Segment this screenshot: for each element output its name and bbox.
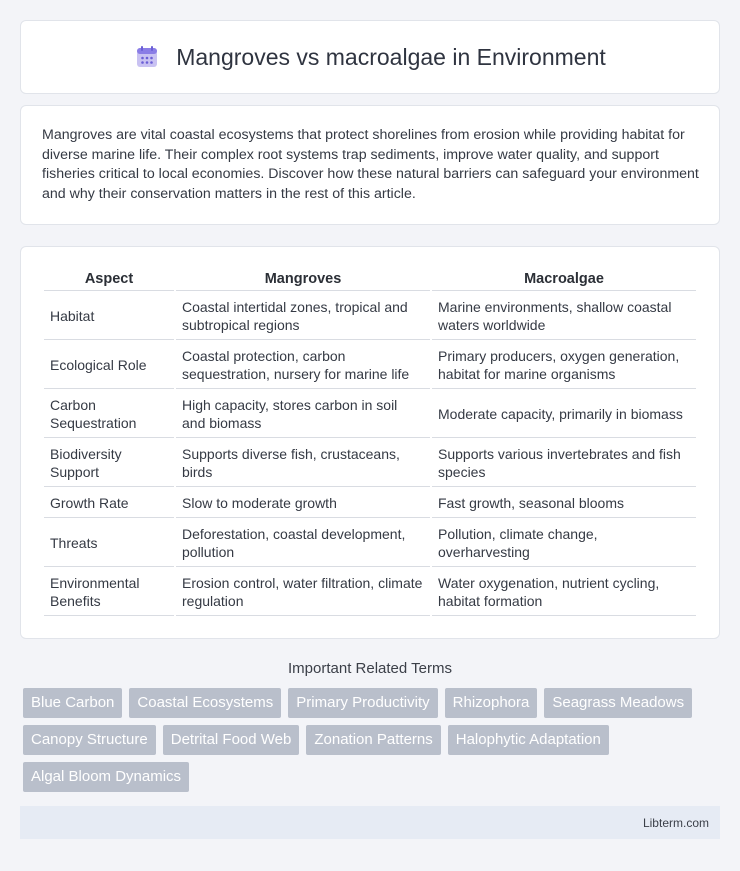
- cell-aspect: Threats: [44, 518, 174, 567]
- cell-macroalgae: Pollution, climate change, overharvesting: [432, 518, 696, 567]
- calendar-icon: [134, 44, 160, 70]
- cell-aspect: Biodiversity Support: [44, 438, 174, 487]
- page-footer: [20, 806, 720, 839]
- cell-mangroves: Erosion control, water filtration, climate regulation: [176, 567, 430, 616]
- tag-seagrass-meadows[interactable]: Seagrass Meadows: [544, 688, 692, 718]
- cell-macroalgae: Water oxygenation, nutrient cycling, habitat formation: [432, 567, 696, 616]
- page-title: Mangroves vs macroalgae in Environment: [176, 43, 606, 70]
- tag-zonation-patterns[interactable]: Zonation Patterns: [306, 725, 440, 755]
- tag-blue-carbon[interactable]: Blue Carbon: [23, 688, 122, 718]
- cell-aspect: Environmental Benefits: [44, 567, 174, 616]
- cell-aspect: Habitat: [44, 291, 174, 340]
- cell-aspect: Ecological Role: [44, 340, 174, 389]
- header-aspect: Aspect: [44, 269, 174, 291]
- cell-mangroves: Coastal intertidal zones, tropical and subtropical regions: [176, 291, 430, 340]
- cell-macroalgae: Marine environments, shallow coastal waters worldwide: [432, 291, 696, 340]
- cell-aspect: Carbon Sequestration: [44, 389, 174, 438]
- table-row: [44, 438, 696, 487]
- cell-mangroves: Deforestation, coastal development, pollution: [176, 518, 430, 567]
- table-row: [44, 567, 696, 616]
- tag-rhizophora[interactable]: Rhizophora: [445, 688, 538, 718]
- table-row: [44, 518, 696, 567]
- tag-halophytic-adaptation[interactable]: Halophytic Adaptation: [448, 725, 609, 755]
- comparison-table: [42, 269, 698, 616]
- table-row: [44, 487, 696, 518]
- related-terms-list: [20, 688, 720, 792]
- tag-algal-bloom-dynamics[interactable]: Algal Bloom Dynamics: [23, 762, 189, 792]
- table-header-row: [44, 269, 696, 291]
- table-row: [44, 291, 696, 340]
- tag-canopy-structure[interactable]: Canopy Structure: [23, 725, 156, 755]
- cell-mangroves: High capacity, stores carbon in soil and biomass: [176, 389, 430, 438]
- table-row: [44, 340, 696, 389]
- tag-coastal-ecosystems[interactable]: Coastal Ecosystems: [129, 688, 281, 718]
- comparison-card: [20, 246, 720, 639]
- cell-macroalgae: Primary producers, oxygen generation, habitat for marine organisms: [432, 340, 696, 389]
- intro-card: [20, 105, 720, 225]
- tag-primary-productivity[interactable]: Primary Productivity: [288, 688, 437, 718]
- footer-site-link[interactable]: Libterm.com: [642, 815, 709, 830]
- intro-text: Mangroves are vital coastal ecosystems that protect shorelines from erosion while providing habitat for diverse marine life. Their complex root systems trap sediments, improve water quality, and support fisheries critical to local economies. Discover how these natural barriers can safeguard your environment and why their conservation matters in the rest of this article.: [42, 127, 699, 202]
- cell-mangroves: Coastal protection, carbon sequestration, nursery for marine life: [176, 340, 430, 389]
- cell-macroalgae: Supports various invertebrates and fish species: [432, 438, 696, 487]
- header-mangroves: Mangroves: [176, 269, 430, 291]
- cell-macroalgae: Fast growth, seasonal blooms: [432, 487, 696, 518]
- cell-macroalgae: Moderate capacity, primarily in biomass: [432, 389, 696, 438]
- related-terms-title: Important Related Terms: [288, 660, 452, 677]
- page-header: [20, 20, 720, 94]
- cell-mangroves: Supports diverse fish, crustaceans, birds: [176, 438, 430, 487]
- header-macroalgae: Macroalgae: [432, 269, 696, 291]
- cell-mangroves: Slow to moderate growth: [176, 487, 430, 518]
- cell-aspect: Growth Rate: [44, 487, 174, 518]
- table-row: [44, 389, 696, 438]
- tag-detrital-food-web[interactable]: Detrital Food Web: [163, 725, 300, 755]
